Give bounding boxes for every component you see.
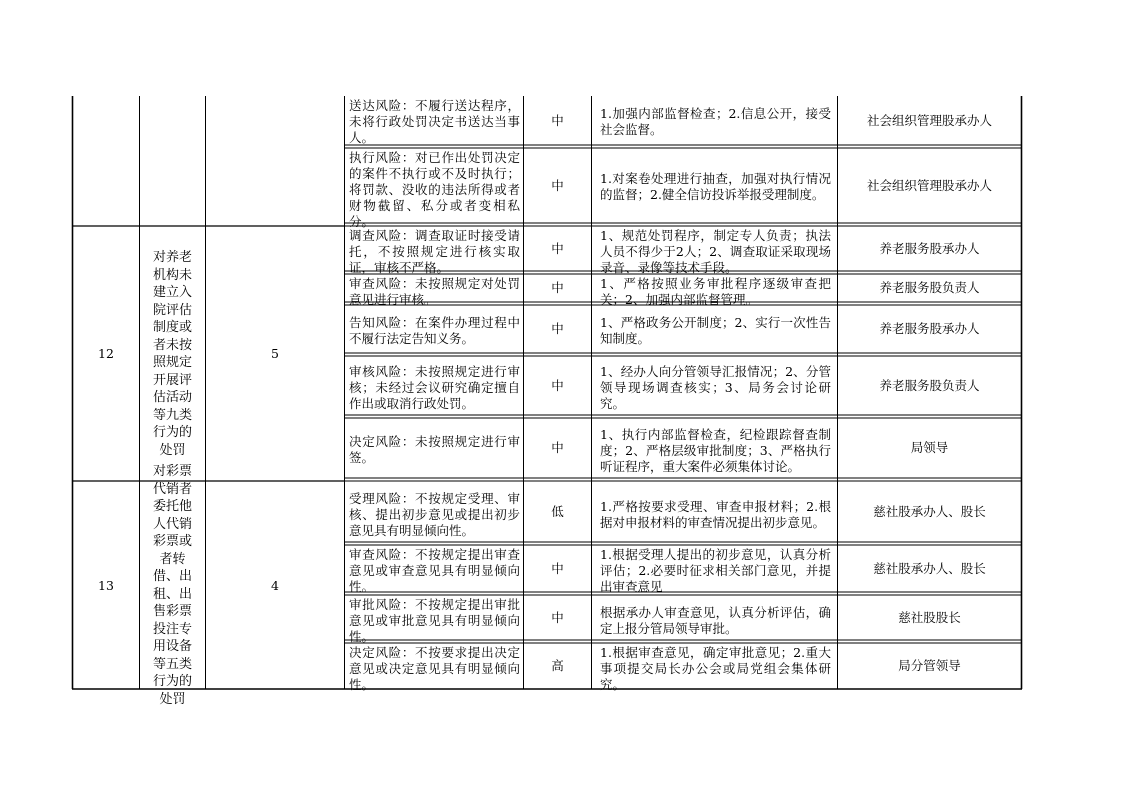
owner-cell: 慈社股股长 <box>898 609 961 625</box>
risk-level-cell: 中 <box>551 560 564 576</box>
measure-cell: 1.加强内部监督检查；2.信息公开，接受社会监督。 <box>600 106 831 137</box>
risk-cell: 审核风险：未按照规定进行审核；未经过会议研究确定擅自作出或取消行政处罚。 <box>349 364 520 411</box>
owner-cell: 养老服务股承办人 <box>879 240 980 256</box>
owner-cell: 社会组织管理股承办人 <box>866 112 992 128</box>
item-cell <box>140 464 205 707</box>
count-cell: 5 <box>271 346 279 361</box>
owner-cell: 慈社股承办人、股长 <box>873 503 986 519</box>
measure-cell: 1、严格政务公开制度；2、实行一次性告知制度。 <box>600 315 831 346</box>
measure-cell: 1、严格按照业务审批程序逐级审查把关；2、加强内部监督管理。 <box>600 276 831 307</box>
measure-cell: 1.对案卷处理进行抽查，加强对执行情况的监督；2.健全信访投诉举报受理制度。 <box>600 171 831 202</box>
risk-level-cell: 中 <box>551 609 564 625</box>
measure-cell: 1、经办人向分管领导汇报情况；2、分管领导现场调查核实；3、局务会讨论研究。 <box>600 364 831 411</box>
measure-cell: 1、规范处罚程序，制定专人负责；执法人员不得少于2人；2、调查取证采取现场录音、录像等技术手段。 <box>600 228 831 275</box>
owner-cell: 局分管领导 <box>898 658 961 673</box>
risk-cell: 审查风险：不按规定提出审查意见或审查意见具有明显倾向性。 <box>349 547 520 594</box>
risk-level-cell: 中 <box>551 177 564 193</box>
measure-cell: 1.严格按要求受理、审查申报材料；2.根据对申报材料的审查情况提出初步意见。 <box>600 499 831 530</box>
measure-cell: 1.根据受理人提出的初步意见，认真分析评估；2.必要时征求相关部门意见，并提出审查意见 <box>600 547 831 594</box>
risk-cell: 送达风险：不履行送达程序，未将行政处罚决定书送达当事人。 <box>349 98 520 145</box>
risk-level-cell: 中 <box>551 440 564 455</box>
owner-cell: 养老服务股负责人 <box>879 377 980 393</box>
owner-cell: 局领导 <box>910 440 949 455</box>
risk-level-cell: 中 <box>551 240 564 256</box>
measure-cell: 1、执行内部监督检查，纪检跟踪督查制度；2、严格层级审批制度；3、严格执行听证程序，重大案件必须集体讨论。 <box>600 427 831 474</box>
seq-cell <box>73 96 139 226</box>
seq-cell: 12 <box>98 346 114 361</box>
risk-cell: 执行风险：对已作出处罚决定的案件不执行或不及时执行；将罚款、没收的违法所得或者财物截留、私分或者变相私分。 <box>349 150 520 229</box>
owner-cell: 慈社股承办人、股长 <box>873 560 986 576</box>
measure-cell: 1.根据审查意见，确定审批意见；2.重大事项提交局长办公会或局党组会集体研究。 <box>600 645 831 692</box>
risk-level-cell: 低 <box>551 503 564 519</box>
risk-cell: 审批风险：不按规定提出审批意见或审批意见具有明显倾向性。 <box>349 597 520 644</box>
risk-cell: 受理风险：不按规定受理、审核、提出初步意见或提出初步意见具有明显倾向性。 <box>349 491 520 538</box>
risk-cell: 告知风险：在案件办理过程中不履行法定告知义务。 <box>349 315 520 346</box>
risk-level-cell: 中 <box>551 280 564 295</box>
risk-cell: 决定风险：未按照规定进行审签。 <box>349 434 520 465</box>
item-cell <box>140 227 205 481</box>
item-text: 对彩票代销者委托他人代销彩票或者转借、出租、出售彩票投注专用设备等五类行为的处罚 <box>152 464 192 707</box>
risk-level-cell: 高 <box>551 658 564 673</box>
seq-cell: 13 <box>98 577 114 593</box>
risk-level-cell: 中 <box>551 377 564 393</box>
owner-cell: 养老服务股承办人 <box>879 321 980 336</box>
owner-cell: 养老服务股负责人 <box>879 280 980 295</box>
risk-level-cell: 中 <box>551 321 564 336</box>
risk-cell: 决定风险：不按要求提出决定意见或决定意见具有明显倾向性。 <box>349 645 520 692</box>
owner-cell: 社会组织管理股承办人 <box>866 177 992 193</box>
risk-cell: 审查风险：未按照规定对处罚意见进行审核。 <box>349 276 520 307</box>
count-cell: 4 <box>271 577 279 593</box>
risk-level-cell: 中 <box>551 112 564 128</box>
item-text: 对养老机构未建立入院评估制度或者未按照规定开展评估活动等九类行为的处罚 <box>152 250 192 458</box>
item-cell <box>140 96 205 226</box>
measure-cell: 根据承办人审查意见，认真分析评估，确定上报分管局领导审批。 <box>600 605 831 636</box>
count-cell <box>206 96 344 226</box>
risk-cell: 调查风险：调查取证时接受请托，不按照规定进行核实取证，审核不严格。 <box>349 228 520 275</box>
